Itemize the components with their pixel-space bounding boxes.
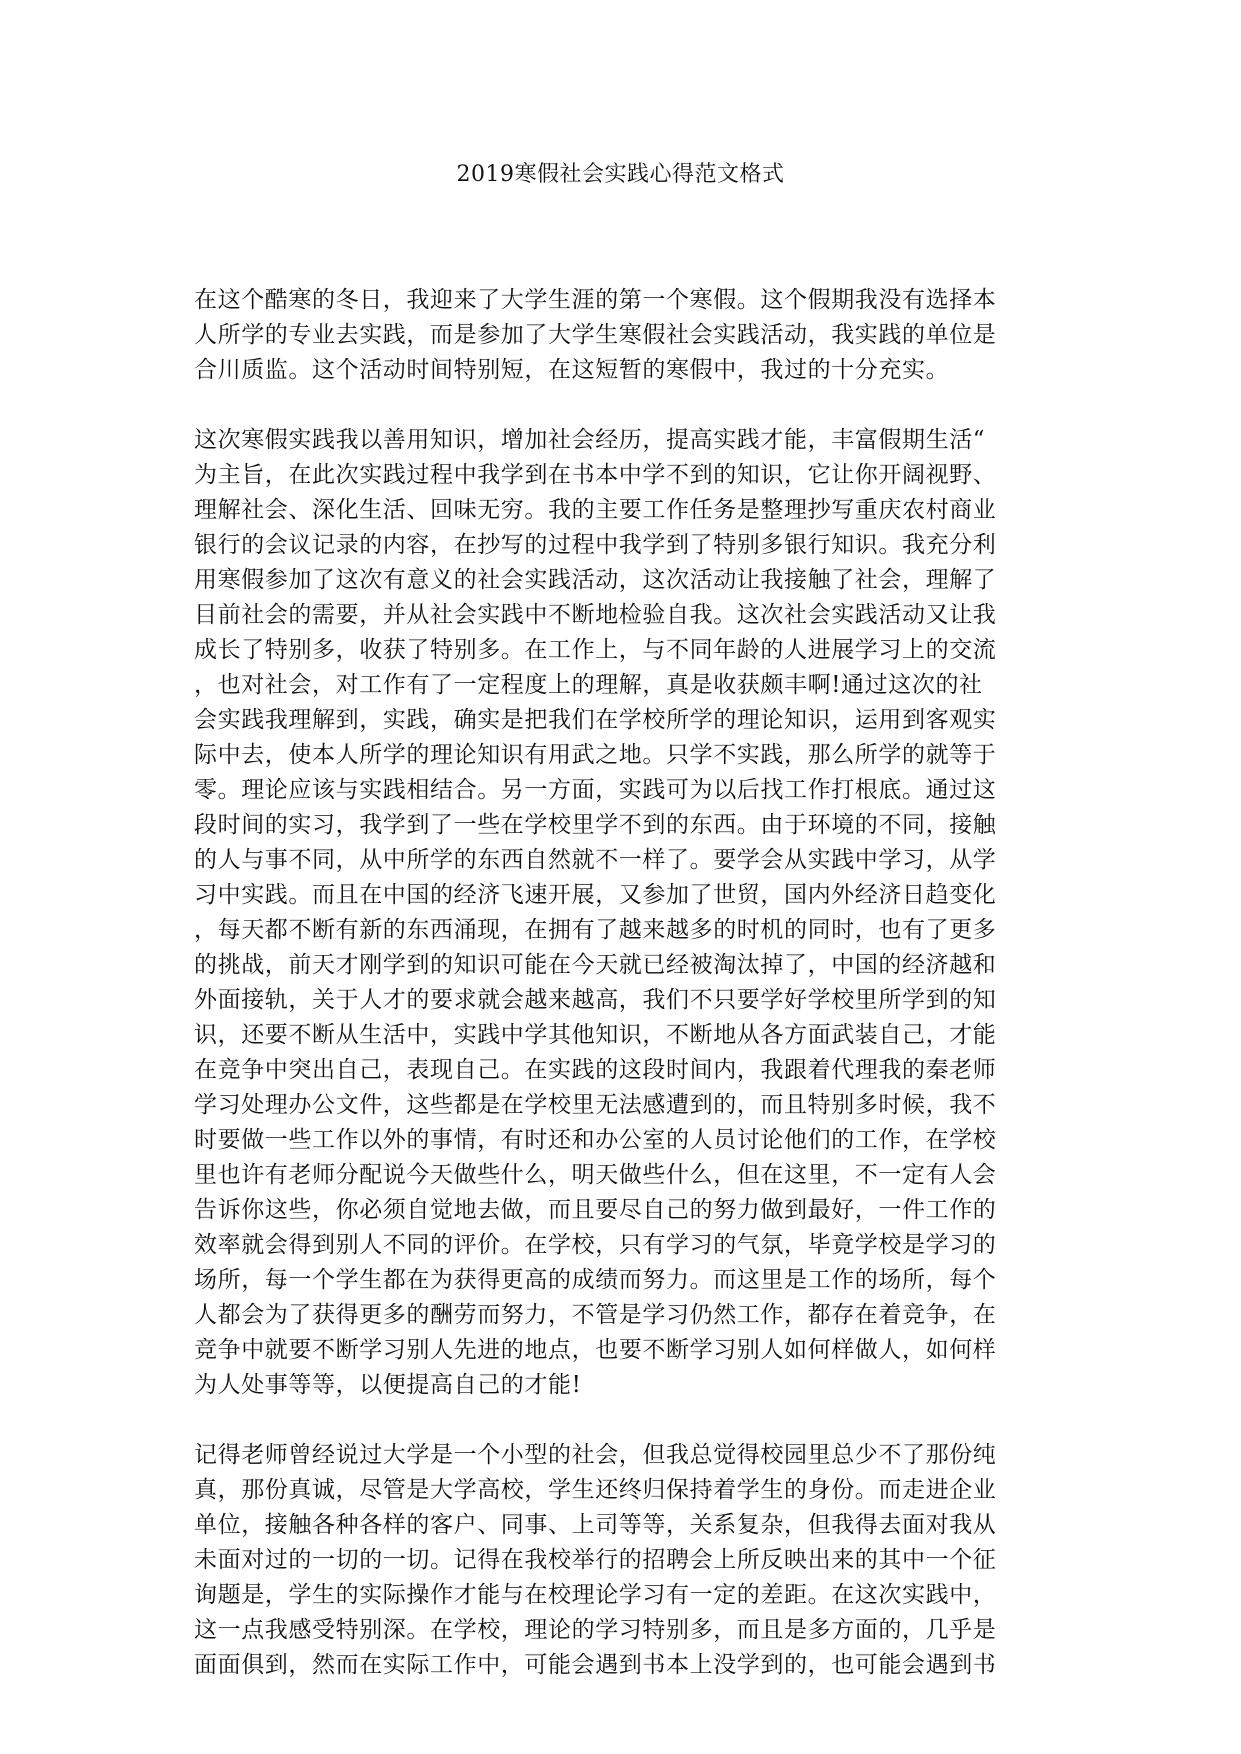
text-line: 理解社会、深化生活、回味无穷。我的主要工作任务是整理抄写重庆农村商业 bbox=[194, 497, 997, 523]
text-line: 在这个酷寒的冬日，我迎来了大学生涯的第一个寒假。这个假期我没有选择本 bbox=[194, 287, 997, 313]
text-line: 询题是，学生的实际操作才能与在校理论学习有一定的差距。在这次实践中， bbox=[194, 1582, 997, 1608]
text-line: ，也对社会，对工作有了一定程度上的理解，真是收获颇丰啊!通过这次的社 bbox=[194, 672, 983, 698]
text-line: 里也许有老师分配说今天做些什么，明天做些什么，但在这里，不一定有人会 bbox=[194, 1162, 997, 1188]
text-line: ，每天都不断有新的东西涌现，在拥有了越来越多的时机的同时，也有了更多 bbox=[194, 917, 997, 943]
text-line: 未面对过的一切的一切。记得在我校举行的招聘会上所反映出来的其中一个征 bbox=[194, 1547, 997, 1573]
text-line: 成长了特别多，收获了特别多。在工作上，与不同年龄的人进展学习上的交流 bbox=[194, 637, 997, 663]
text-line: 告诉你这些，你必须自觉地去做，而且要尽自己的努力做到最好，一件工作的 bbox=[194, 1197, 997, 1223]
text-line: 外面接轨，关于人才的要求就会越来越高，我们不只要学好学校里所学到的知 bbox=[194, 987, 997, 1013]
document-title: 2019寒假社会实践心得范文格式 bbox=[456, 162, 785, 187]
text-line: 的人与事不同，从中所学的东西自然就不一样了。要学会从实践中学习，从学 bbox=[194, 847, 997, 873]
text-line: 人所学的专业去实践，而是参加了大学生寒假社会实践活动，我实践的单位是 bbox=[194, 322, 997, 348]
text-line: 识，还要不断从生活中，实践中学其他知识，不断地从各方面武装自己，才能 bbox=[194, 1022, 997, 1048]
text-line: 在竞争中突出自己，表现自己。在实践的这段时间内，我跟着代理我的秦老师 bbox=[194, 1057, 997, 1083]
text-line: 的挑战，前天才刚学到的知识可能在今天就已经被淘汰掉了，中国的经济越和 bbox=[194, 952, 997, 978]
text-line: 真，那份真诚，尽管是大学高校，学生还终归保持着学生的身份。而走进企业 bbox=[194, 1477, 997, 1503]
text-line: 用寒假参加了这次有意义的社会实践活动，这次活动让我接触了社会，理解了 bbox=[194, 567, 997, 593]
text-line: 为主旨，在此次实践过程中我学到在书本中学不到的知识，它让你开阔视野、 bbox=[194, 462, 997, 488]
paragraph bbox=[194, 1438, 1054, 1683]
text-line: 这次寒假实践我以善用知识，增加社会经历，提高实践才能，丰富假期生活“ bbox=[194, 427, 986, 453]
text-line: 会实践我理解到，实践，确实是把我们在学校所学的理论知识，运用到客观实 bbox=[194, 707, 997, 733]
text-line: 际中去，使本人所学的理论知识有用武之地。只学不实践，那么所学的就等于 bbox=[194, 742, 997, 768]
text-line: 零。理论应该与实践相结合。另一方面，实践可为以后找工作打根底。通过这 bbox=[194, 777, 997, 803]
text-line: 面面俱到，然而在实际工作中，可能会遇到书本上没学到的，也可能会遇到书 bbox=[194, 1652, 997, 1678]
text-line: 场所，每一个学生都在为获得更高的成绩而努力。而这里是工作的场所，每个 bbox=[194, 1267, 997, 1293]
paragraph bbox=[194, 423, 1054, 1403]
text-line: 单位，接触各种各样的客户、同事、上司等等，关系复杂，但我得去面对我从 bbox=[194, 1512, 997, 1538]
document-body bbox=[194, 283, 1054, 1718]
text-line: 这一点我感受特别深。在学校，理论的学习特别多，而且是多方面的，几乎是 bbox=[194, 1617, 997, 1643]
text-line: 学习处理办公文件，这些都是在学校里无法感遭到的，而且特别多时候，我不 bbox=[194, 1092, 997, 1118]
text-line: 记得老师曾经说过大学是一个小型的社会，但我总觉得校园里总少不了那份纯 bbox=[194, 1442, 997, 1468]
text-line: 竞争中就要不断学习别人先进的地点，也要不断学习别人如何样做人，如何样 bbox=[194, 1337, 997, 1363]
text-line: 习中实践。而且在中国的经济飞速开展，又参加了世贸，国内外经济日趋变化 bbox=[194, 882, 997, 908]
text-line: 效率就会得到别人不同的评价。在学校，只有学习的气氛，毕竟学校是学习的 bbox=[194, 1232, 997, 1258]
text-line: 时要做一些工作以外的事情，有时还和办公室的人员讨论他们的工作，在学校 bbox=[194, 1127, 997, 1153]
text-line: 合川质监。这个活动时间特别短，在这短暂的寒假中，我过的十分充实。 bbox=[194, 357, 950, 383]
text-line: 银行的会议记录的内容，在抄写的过程中我学到了特别多银行知识。我充分利 bbox=[194, 532, 997, 558]
text-line: 目前社会的需要，并从社会实践中不断地检验自我。这次社会实践活动又让我 bbox=[194, 602, 997, 628]
text-line: 人都会为了获得更多的酬劳而努力，不管是学习仍然工作，都存在着竞争，在 bbox=[194, 1302, 997, 1328]
text-line: 段时间的实习，我学到了一些在学校里学不到的东西。由于环境的不同，接触 bbox=[194, 812, 997, 838]
text-line: 为人处事等等，以便提高自己的才能! bbox=[194, 1372, 582, 1398]
paragraph bbox=[194, 283, 1054, 388]
